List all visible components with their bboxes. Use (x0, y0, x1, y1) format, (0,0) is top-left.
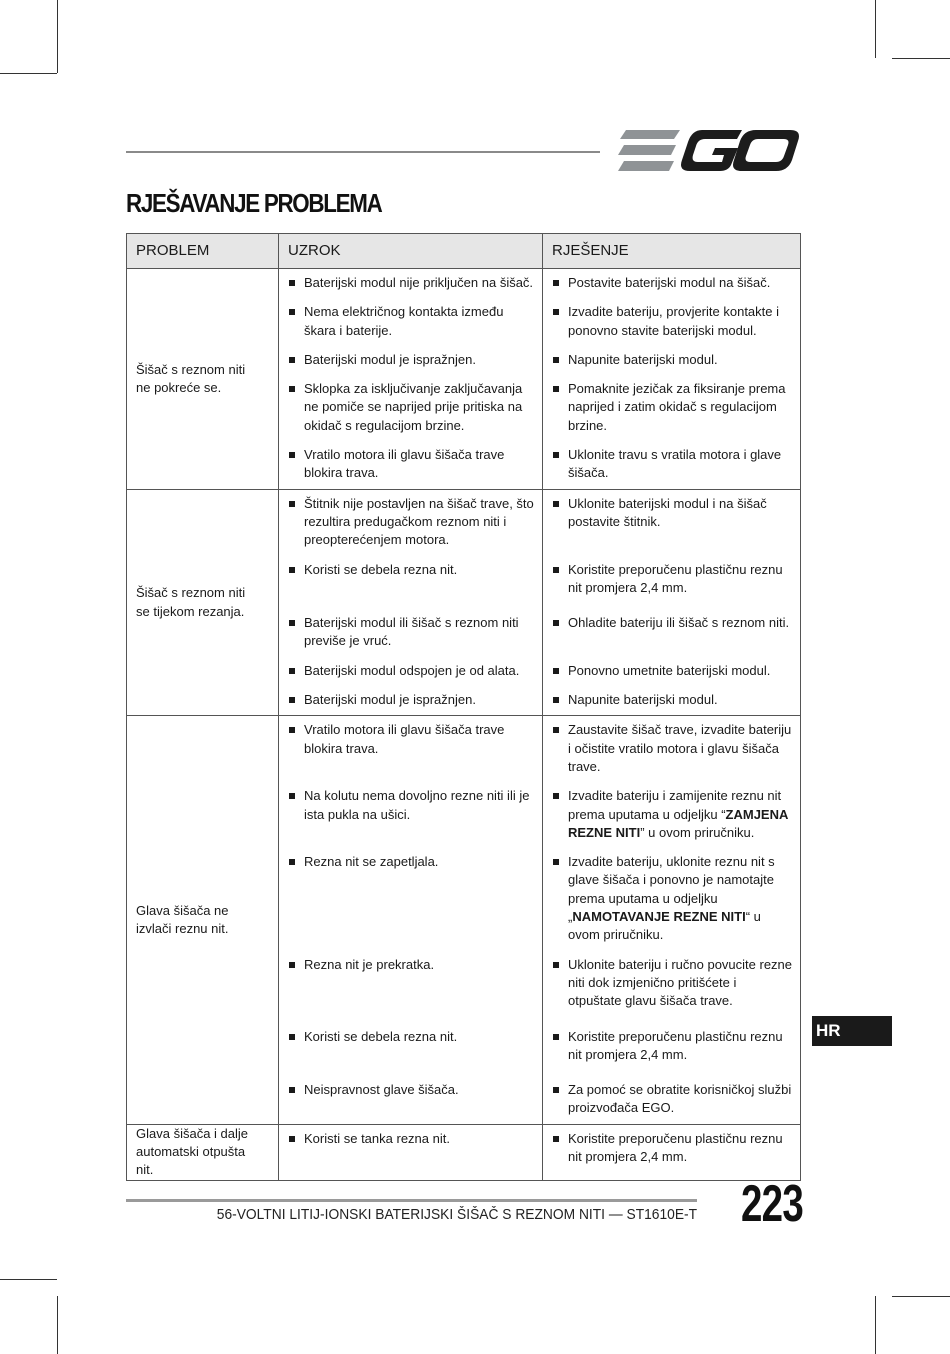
bullet-icon (289, 727, 295, 733)
table-row (127, 1124, 801, 1180)
cause-cell (279, 782, 543, 848)
cause-cell (279, 556, 543, 610)
bullet-icon (553, 620, 559, 626)
solution-cell (543, 346, 801, 375)
language-tab: HR (812, 1016, 892, 1046)
cause-text: Štitnik nije postavljen na šišač trave, što rezultira predugačkom reznom niti i preopterećenjem motora. (304, 495, 534, 548)
cause-text: Baterijski modul odspojen je od alata. (304, 662, 520, 678)
solution-text: Ohladite bateriju ili šišač s reznom niti. (568, 615, 790, 631)
bullet-icon (553, 793, 559, 799)
solution-text (568, 787, 792, 842)
cause-text: Neispravnost glave šišača. (304, 1082, 459, 1098)
crop-mark (0, 73, 57, 74)
solution-cell (543, 848, 801, 950)
solution-text: Postavite baterijski modul na šišač. (568, 275, 771, 290)
solution-text-part: Izvadite bateriju, uklonite reznu nit s glave šišača i ponovno je namotajte prema uputama u odjeljku „ (568, 854, 775, 925)
bullet-icon (553, 668, 559, 674)
solution-text: Uklonite travu s vratila motora i glave šišača. (568, 447, 782, 481)
cause-text: Na kolutu nema dovoljno rezne niti ili je ista pukla na ušici. (304, 788, 530, 822)
solution-text: Za pomoć se obratite korisničkoj službi proizvođača EGO. (568, 1082, 792, 1116)
cause-text: Nema električnog kontakta između škara i baterije. (304, 304, 504, 338)
cause-cell (279, 1124, 543, 1180)
cause-text: Koristi se debela rezna nit. (304, 1028, 458, 1044)
crop-mark (57, 0, 58, 73)
bullet-icon (553, 452, 559, 458)
cause-text: Rezna nit se zapetljala. (304, 854, 439, 870)
bullet-icon (553, 727, 559, 733)
solution-cell (543, 375, 801, 441)
solution-text-part: ” u ovom priručniku. (640, 824, 755, 840)
section-reference: ZAMJENA REZNE NITI (568, 806, 788, 840)
cause-text: Vratilo motora ili glavu šišača trave blokira trava. (304, 447, 505, 481)
bullet-icon (553, 962, 559, 968)
solution-text-part: Izvadite bateriju i zamijenite reznu nit prema uputama u odjeljku “ (568, 788, 782, 822)
page-number: 223 (741, 1175, 803, 1233)
cause-cell (279, 269, 543, 299)
bullet-icon (553, 309, 559, 315)
solution-text: Pomaknite jezičak za fiksiranje prema naprijed i zatim okidač s regulacijom brzine. (568, 381, 786, 433)
crop-mark (57, 1296, 58, 1354)
footer-rule (126, 1199, 697, 1202)
bullet-icon (289, 620, 295, 626)
crop-mark (875, 1296, 876, 1354)
solution-text: Koristite preporučenu plastičnu reznu nit promjera 2,4 mm. (568, 561, 783, 595)
solution-cell (543, 609, 801, 657)
solution-cell (543, 298, 801, 346)
bullet-icon (289, 962, 295, 968)
cause-text: Sklopka za isključivanje zaključavanja ne pomiče se naprijed prije pritiska na okidač s regulacijom brzine. (304, 381, 523, 433)
bullet-icon (289, 668, 295, 674)
section-reference: NAMOTAVANJE REZNE NITI (572, 909, 746, 925)
cause-text: Baterijski modul je ispražnjen. (304, 692, 476, 708)
cause-text: Baterijski modul ili šišač s reznom niti previše je vruć. (304, 615, 519, 649)
solution-cell (543, 441, 801, 489)
bullet-icon (553, 697, 559, 703)
solution-text: Napunite baterijski modul. (568, 351, 718, 367)
cause-cell (279, 1076, 543, 1124)
solution-cell (543, 1023, 801, 1077)
solution-cell (543, 782, 801, 848)
bullet-icon (553, 1136, 559, 1142)
column-header-cause: UZROK (279, 234, 543, 269)
bullet-icon (553, 357, 559, 363)
table-row (127, 716, 801, 782)
cause-cell (279, 951, 543, 1023)
problem-cell: Glava šišača ne izvlači reznu nit. (127, 716, 279, 1124)
bullet-icon (553, 567, 559, 573)
bullet-icon (289, 793, 295, 799)
solution-text: Uklonite baterijski modul i na šišač postavite štitnik. (568, 495, 767, 529)
crop-mark (875, 0, 876, 58)
bullet-icon (289, 386, 295, 392)
bullet-icon (289, 309, 295, 315)
cause-text: Rezna nit je prekratka. (304, 956, 435, 972)
solution-cell (543, 951, 801, 1023)
bullet-icon (289, 501, 295, 507)
table-header-row (127, 234, 801, 269)
bullet-icon (289, 452, 295, 458)
solution-cell (543, 269, 801, 299)
page-title: RJEŠAVANJE PROBLEMA (126, 188, 382, 218)
cause-cell (279, 716, 543, 782)
crop-mark (892, 58, 950, 59)
column-header-solution: RJEŠENJE (543, 234, 801, 269)
cause-cell (279, 1023, 543, 1077)
table-row (127, 269, 801, 299)
ego-logo (618, 128, 800, 174)
solution-text: Koristite preporučenu plastičnu reznu nit promjera 2,4 mm. (568, 1028, 783, 1062)
solution-cell (543, 657, 801, 686)
header-rule (126, 151, 600, 153)
bullet-icon (553, 1034, 559, 1040)
cause-cell (279, 346, 543, 375)
bullet-icon (289, 697, 295, 703)
bullet-icon (553, 501, 559, 507)
solution-cell (543, 716, 801, 782)
troubleshooting-table (126, 233, 801, 1181)
solution-text: Izvadite bateriju, provjerite kontakte i ponovno stavite baterijski modul. (568, 304, 779, 338)
column-header-problem: PROBLEM (127, 234, 279, 269)
solution-cell (543, 1124, 801, 1180)
crop-mark (0, 1279, 57, 1280)
problem-cell: Glava šišača i dalje automatski otpušta nit. (127, 1124, 279, 1180)
solution-text-part: “ u ovom priručniku. (568, 909, 761, 943)
bullet-icon (289, 1136, 295, 1142)
cause-text: Koristi se tanka rezna nit. (304, 1130, 450, 1146)
cause-cell (279, 657, 543, 686)
solution-text: Zaustavite šišač trave, izvadite bateriju i očistite vratilo motora i glavu šišača trave. (568, 722, 792, 774)
bullet-icon (553, 386, 559, 392)
bullet-icon (289, 280, 295, 286)
cause-cell (279, 441, 543, 489)
solution-text: Uklonite bateriju i ručno povucite rezne niti dok izmjenično pritišćete i otpuštate glavu šišača trave. (568, 956, 793, 1009)
solution-text: Napunite baterijski modul. (568, 692, 718, 708)
problem-cell: Šišač s reznom niti se tijekom rezanja. (127, 489, 279, 716)
cause-text: Baterijski modul je ispražnjen. (304, 351, 476, 367)
cause-cell (279, 686, 543, 716)
solution-cell (543, 556, 801, 610)
bullet-icon (289, 1087, 295, 1093)
cause-text: Baterijski modul nije priključen na šišač. (304, 275, 534, 290)
bullet-icon (289, 859, 295, 865)
cause-cell (279, 609, 543, 657)
table-row (127, 489, 801, 555)
bullet-icon (553, 280, 559, 286)
solution-cell (543, 1076, 801, 1124)
cause-cell (279, 848, 543, 950)
bullet-icon (553, 1087, 559, 1093)
crop-mark (892, 1296, 950, 1297)
cause-cell (279, 298, 543, 346)
cause-cell (279, 489, 543, 555)
solution-text: Koristite preporučenu plastičnu reznu nit promjera 2,4 mm. (568, 1130, 783, 1164)
bullet-icon (553, 859, 559, 865)
footer-text: 56-VOLTNI LITIJ-IONSKI BATERIJSKI ŠIŠAČ S REZNOM NITI — ST1610E-T (216, 1206, 697, 1223)
cause-cell (279, 375, 543, 441)
cause-text: Vratilo motora ili glavu šišača trave blokira trava. (304, 722, 505, 756)
solution-text (568, 853, 792, 944)
bullet-icon (289, 567, 295, 573)
bullet-icon (289, 1034, 295, 1040)
bullet-icon (289, 357, 295, 363)
problem-cell: Šišač s reznom niti ne pokreće se. (127, 269, 279, 490)
solution-cell (543, 686, 801, 716)
solution-cell (543, 489, 801, 555)
cause-text: Koristi se debela rezna nit. (304, 561, 458, 577)
solution-text: Ponovno umetnite baterijski modul. (568, 662, 771, 678)
